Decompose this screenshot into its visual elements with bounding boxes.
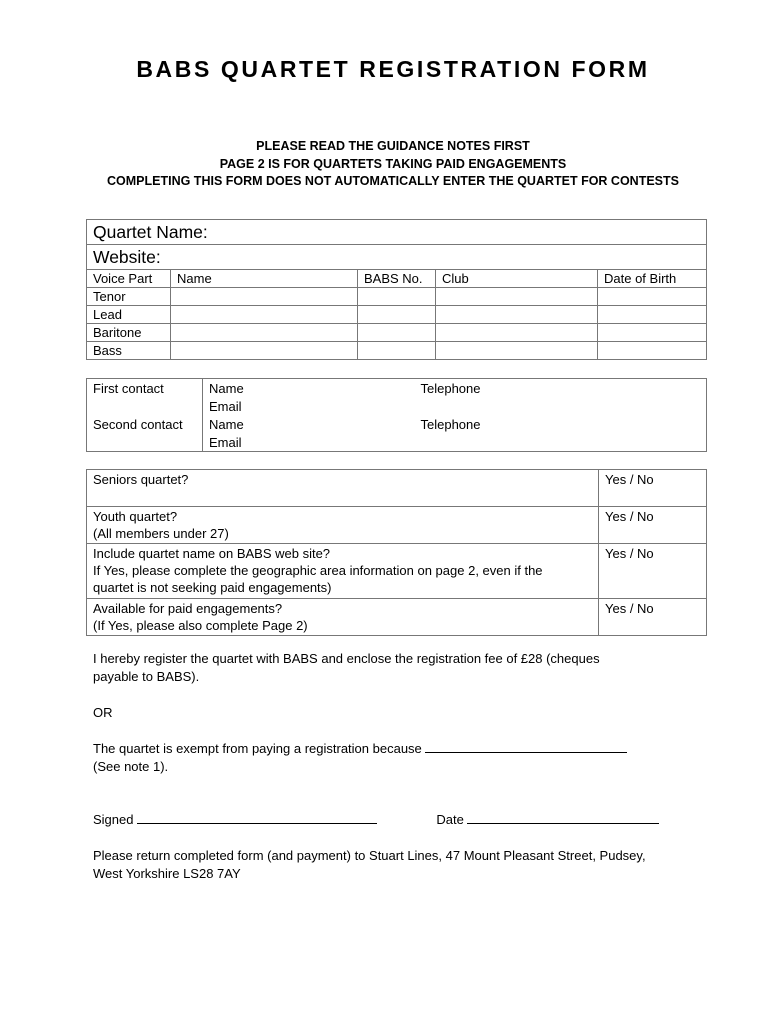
column-header: Date of Birth [598, 270, 707, 288]
dob-cell[interactable] [598, 342, 707, 360]
name-cell[interactable] [171, 324, 358, 342]
table-row [87, 306, 707, 324]
telephone-label: Telephone [420, 381, 481, 396]
website-label: Website: [93, 247, 161, 267]
column-header: BABS No. [358, 270, 436, 288]
voice-part-label: Bass [87, 342, 171, 360]
table-row [87, 288, 707, 306]
club-cell[interactable] [436, 324, 598, 342]
exempt-reason-line[interactable] [425, 740, 627, 753]
voice-part-label: Baritone [87, 324, 171, 342]
question-text: Youth quartet? (All members under 27) [87, 507, 599, 544]
telephone-label: Telephone [420, 417, 481, 432]
quartet-name-field[interactable] [87, 220, 707, 245]
date-line[interactable] [467, 811, 659, 824]
club-cell[interactable] [436, 342, 598, 360]
first-contact-email-field[interactable] [203, 397, 415, 415]
register-statement: I hereby register the quartet with BABS and enclose the registration fee of £28 (cheques payable to BABS). [93, 651, 600, 684]
first-contact-label: First contact [87, 379, 203, 398]
form-title: BABS QUARTET REGISTRATION FORM [136, 56, 650, 82]
question-row [87, 470, 707, 507]
name-cell[interactable] [171, 288, 358, 306]
yes-no-answer[interactable]: Yes / No [599, 544, 707, 599]
questions-table [86, 469, 707, 636]
voice-part-label: Lead [87, 306, 171, 324]
guidance-line: COMPLETING THIS FORM DOES NOT AUTOMATICALLY ENTER THE QUARTET FOR CONTESTS [107, 174, 679, 188]
question-text: Include quartet name on BABS web site? If Yes, please complete the geographic area information on page 2, even if the quartet is not seeking paid engagements) [87, 544, 599, 599]
quartet-name-label: Quartet Name: [93, 222, 208, 242]
column-header: Name [171, 270, 358, 288]
column-header: Club [436, 270, 598, 288]
question-row [87, 599, 707, 636]
babs-no-cell[interactable] [358, 306, 436, 324]
email-label: Email [209, 399, 242, 414]
second-contact-email-field[interactable] [203, 433, 415, 452]
first-contact-name-field[interactable] [203, 379, 415, 398]
exempt-note: (See note 1). [93, 759, 169, 774]
exempt-statement [93, 740, 713, 776]
dob-cell[interactable] [598, 306, 707, 324]
signed-label: Signed [93, 812, 134, 827]
return-address: Please return completed form (and payment) to Stuart Lines, 47 Mount Pleasant Street, Pudsey, West Yorkshire LS28 7AY [93, 848, 646, 881]
contacts-table [86, 378, 707, 452]
question-text: Seniors quartet? [87, 470, 599, 507]
club-cell[interactable] [436, 288, 598, 306]
babs-no-cell[interactable] [358, 342, 436, 360]
email-label: Email [209, 435, 242, 450]
babs-no-cell[interactable] [358, 324, 436, 342]
question-text: Available for paid engagements? (If Yes, please also complete Page 2) [87, 599, 599, 636]
second-contact-name-field[interactable] [203, 415, 415, 433]
signature-row [93, 811, 713, 829]
yes-no-answer[interactable]: Yes / No [599, 507, 707, 544]
second-contact-telephone-field[interactable] [415, 415, 707, 433]
dob-cell[interactable] [598, 324, 707, 342]
name-label: Name [209, 417, 244, 432]
date-label: Date [436, 812, 464, 827]
name-label: Name [209, 381, 244, 396]
website-field[interactable] [87, 245, 707, 270]
table-row [87, 342, 707, 360]
guidance-notes [0, 138, 770, 191]
club-cell[interactable] [436, 306, 598, 324]
exempt-label: The quartet is exempt from paying a registration because [93, 741, 422, 756]
name-cell[interactable] [171, 306, 358, 324]
second-contact-label: Second contact [87, 415, 203, 433]
column-header: Voice Part [87, 270, 171, 288]
babs-no-cell[interactable] [358, 288, 436, 306]
guidance-line: PAGE 2 IS FOR QUARTETS TAKING PAID ENGAGEMENTS [219, 156, 567, 171]
quartet-members-table [86, 219, 707, 360]
guidance-line: PLEASE READ THE GUIDANCE NOTES FIRST [256, 139, 530, 153]
first-contact-telephone-field[interactable] [415, 379, 707, 398]
question-row [87, 544, 707, 599]
signature-line[interactable] [137, 811, 377, 824]
name-cell[interactable] [171, 342, 358, 360]
question-row [87, 507, 707, 544]
table-row [87, 324, 707, 342]
voice-part-label: Tenor [87, 288, 171, 306]
or-text: OR [93, 705, 113, 720]
dob-cell[interactable] [598, 288, 707, 306]
yes-no-answer[interactable]: Yes / No [599, 599, 707, 636]
yes-no-answer[interactable]: Yes / No [599, 470, 707, 507]
